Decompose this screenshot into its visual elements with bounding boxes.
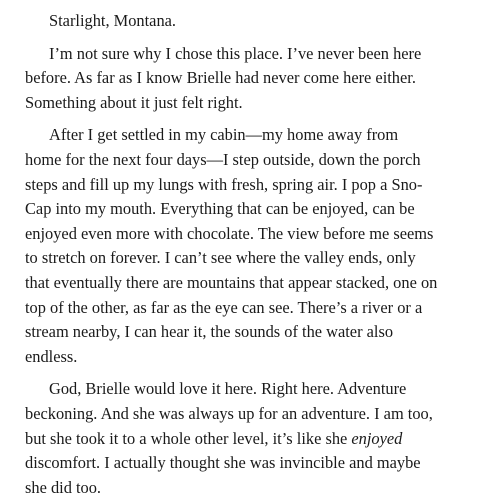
text-line-with-emphasis xyxy=(25,427,480,452)
text-line: to stretch on forever. I can’t see where the valley ends, only xyxy=(25,248,416,268)
text-line: before. As far as I know Brielle had never come here either. xyxy=(25,68,416,88)
paragraph-2 xyxy=(25,42,480,116)
text-line: she did too. xyxy=(25,477,102,497)
text-line: enjoyed even more with chocolate. The view before me seems xyxy=(25,223,434,243)
text-line: home for the next four days—I step outside, down the porch xyxy=(25,149,421,169)
text-line: discomfort. I actually thought she was invincible and maybe xyxy=(25,453,421,473)
text-line: Starlight, Montana. xyxy=(49,11,177,30)
text-line: Something about it just felt right. xyxy=(25,92,243,112)
text-line: stream nearby, I can hear it, the sounds of the water also xyxy=(25,322,394,342)
text-line: endless. xyxy=(25,346,78,366)
text-line: After I get settled in my cabin—my home away from xyxy=(49,125,399,145)
text-line: top of the other, as far as the eye can see. There’s a river or a xyxy=(25,297,423,317)
paragraph-1 xyxy=(25,9,480,34)
text-line: I’m not sure why I chose this place. I’ve never been here xyxy=(49,43,422,63)
text-line: steps and fill up my lungs with fresh, spring air. I pop a Sno- xyxy=(25,174,423,194)
text-segment: but she took it to a whole other level, it’s like she xyxy=(25,428,348,448)
text-line: beckoning. And she was always up for an adventure. I am too, xyxy=(25,403,433,423)
text-line: Cap into my mouth. Everything that can be enjoyed, can be xyxy=(25,199,415,219)
paragraph-4 xyxy=(25,377,480,500)
emphasized-word: enjoyed xyxy=(351,428,403,448)
text-line: God, Brielle would love it here. Right here. Adventure xyxy=(49,379,407,399)
text-line: that eventually there are mountains that appear stacked, one on xyxy=(25,272,438,292)
paragraph-3 xyxy=(25,123,480,369)
